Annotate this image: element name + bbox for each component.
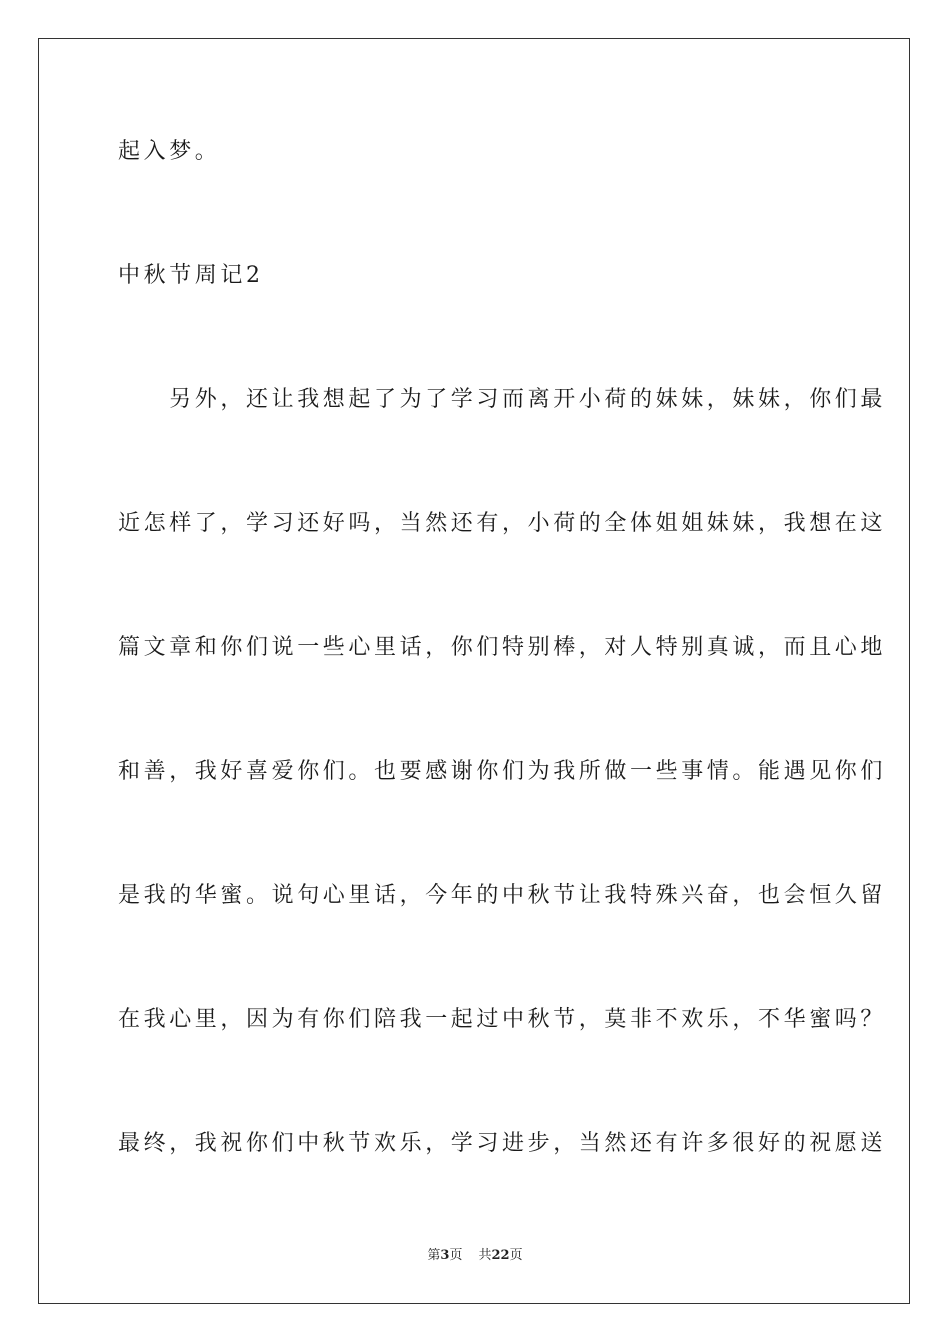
text-line-4: 近怎样了，学习还好吗，当然还有，小荷的全体姐姐妹妹，我想在这: [118, 511, 887, 536]
text-line-1: 起入梦。: [118, 139, 221, 164]
page-footer: [0, 1247, 950, 1265]
footer-total-prefix: 共: [478, 1248, 492, 1263]
text-line-6: 和善，我好喜爱你们。也要感谢你们为我所做一些事情。能遇见你们: [118, 759, 887, 784]
footer-page-number: 3: [440, 1248, 450, 1263]
text-line-5: 篇文章和你们说一些心里话，你们特别棒，对人特别真诚，而且心地: [118, 635, 887, 660]
footer-total-suffix: 页: [509, 1248, 523, 1263]
text-line-9: 最终，我祝你们中秋节欢乐，学习进步，当然还有许多很好的祝愿送: [118, 1131, 887, 1156]
section-heading: 中秋节周记2: [118, 263, 264, 288]
text-line-8: 在我心里，因为有你们陪我一起过中秋节，莫非不欢乐，不华蜜吗？: [118, 1007, 887, 1032]
footer-page-suffix: 页: [449, 1248, 463, 1263]
footer-total-pages: 22: [491, 1248, 510, 1263]
footer-page-prefix: 第: [427, 1248, 441, 1263]
text-line-3: 另外，还让我想起了为了学习而离开小荷的妹妹，妹妹，你们最: [118, 387, 887, 412]
page-border: [38, 38, 910, 1304]
text-line-7: 是我的华蜜。说句心里话，今年的中秋节让我特殊兴奋，也会恒久留: [118, 883, 887, 908]
